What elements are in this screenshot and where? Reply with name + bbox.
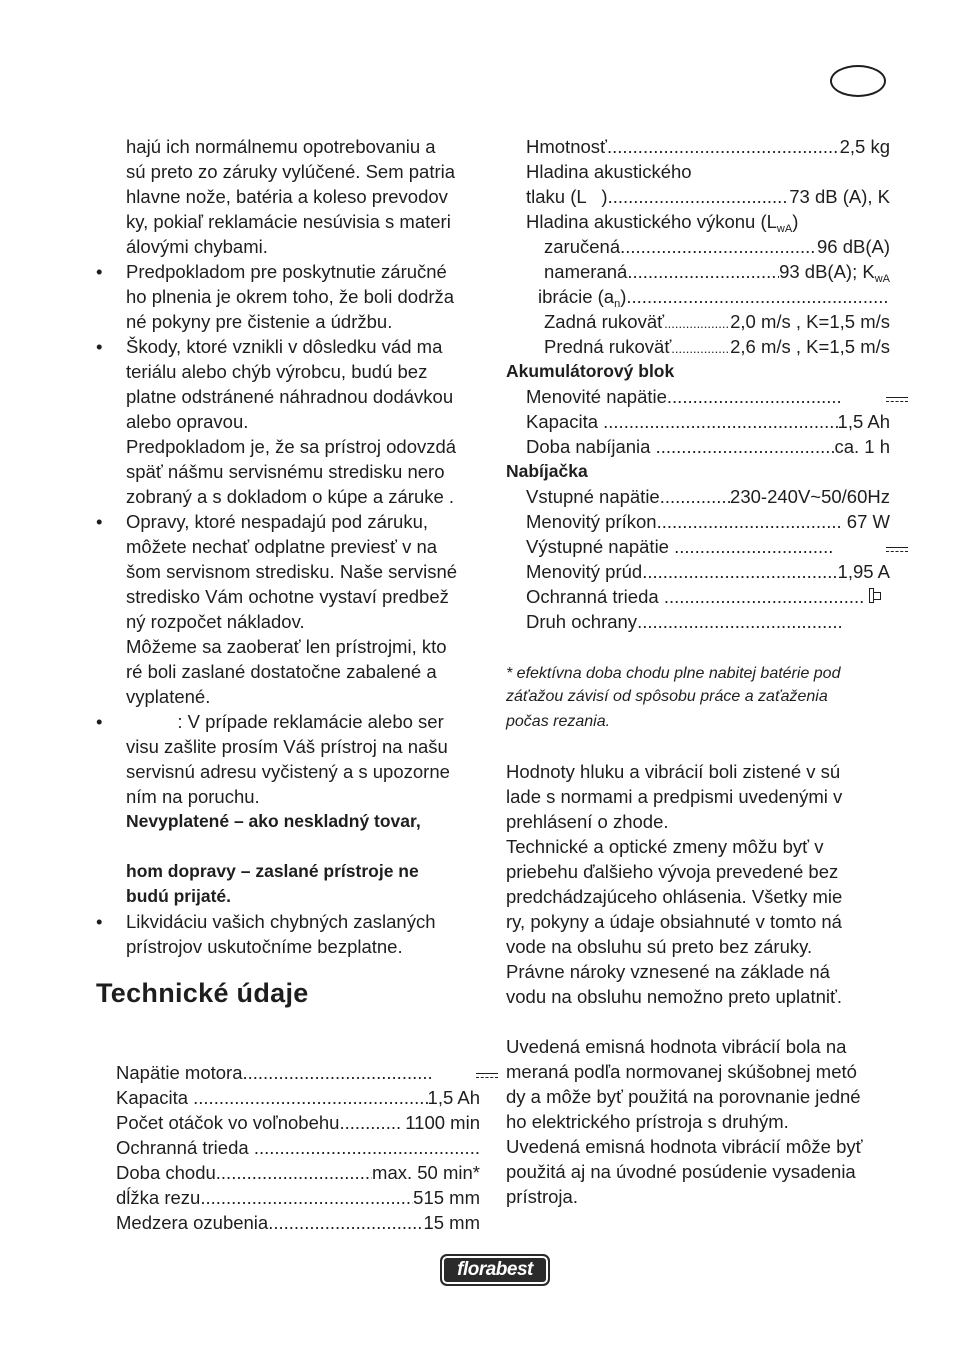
text-line: • Predpokladom pre poskytnutie záručné (96, 259, 480, 284)
spec-row (506, 559, 890, 584)
spec-value: 2,0 m/s , K=1,5 m/s (730, 311, 890, 332)
charger-heading: Nabíjačka (506, 461, 588, 481)
text-line: zobraný a s dokladom o kúpe a záruke . (126, 486, 455, 507)
text-line: späť nášmu servisnému stredisku nero (126, 461, 445, 482)
spec-row (506, 484, 890, 509)
spec-value: ca. 1 h (834, 436, 890, 457)
left-column (96, 134, 480, 959)
spec-value: max. 50 min* (372, 1162, 480, 1183)
text-line: • Opravy, ktoré nespadajú pod záruku, (96, 509, 480, 534)
text-line: hom dopravy – zaslané prístroje ne (126, 861, 419, 881)
text-line: Uvedená emisná hodnota vibrácií bola na (506, 1036, 847, 1057)
spec-sound-pressure (506, 184, 890, 209)
text-line: priebehu ďalšieho vývoja prevedené bez (506, 861, 839, 882)
text-line: Právne nároky vznesené na základe ná (506, 961, 830, 982)
spec-label: Predná rukoväť (544, 336, 672, 357)
language-badge (830, 65, 886, 97)
spec-label: Výstupné napätie (526, 536, 675, 557)
dc-symbol-icon (886, 547, 890, 553)
spec-row (506, 409, 890, 434)
spec-value: 2,6 m/s , K=1,5 m/s (730, 336, 890, 357)
spec-label: Doba nabíjania (526, 436, 656, 457)
text-line: ry, pokyny a údaje obsiahnuté v tomto ná (506, 911, 842, 932)
spec-sound-pressure-label: Hladina akustického (526, 161, 692, 182)
protection-class-ii-icon (869, 588, 874, 603)
text-line: prehlásení o zhode. (506, 811, 669, 832)
spec-label: Vstupné napätie (526, 486, 660, 507)
spec-value: 96 dB(A) (816, 236, 890, 257)
spec-row (116, 1060, 480, 1085)
spec-label: Druh ochrany (526, 611, 638, 632)
text-line: predchádzajúceho ohlásenia. Všetky mie (506, 886, 843, 907)
spec-label: tlaku (L ) (526, 186, 608, 207)
text-line: • Škody, ktoré vznikli v dôsledku vád ma (96, 334, 480, 359)
spec-value: 515 mm (413, 1187, 480, 1208)
section-title: Technické údaje (96, 978, 309, 1008)
text-line: ré boli zaslané dostatočne zabalené a (126, 661, 437, 682)
spec-row (116, 1085, 480, 1110)
spec-label: nameraná (544, 261, 628, 282)
spec-value: 15 mm (423, 1212, 480, 1233)
battery-specs (506, 384, 890, 459)
text-line: Uvedená emisná hodnota vibrácií môže byť (506, 1136, 863, 1157)
spec-weight (506, 134, 890, 159)
text-line: • : V prípade reklamácie alebo ser (96, 709, 480, 734)
text-line: ním na poruchu. (126, 786, 260, 807)
text-line: použitá aj na úvodné posúdenie vysadenia (506, 1161, 856, 1182)
spec-sound-power-label: Hladina akustického výkonu $(L_{wA})$ (526, 211, 799, 235)
text-line: Hodnoty hluku a vibrácií boli zistené v sú (506, 761, 841, 782)
spec-label: Napätie motora (116, 1062, 243, 1083)
footnote-line: záťažou závisí od spôsobu práce a zaťaženia (506, 688, 828, 705)
spec-guaranteed (506, 234, 890, 259)
text-line: • Likvidáciu vašich chybných zaslaných (96, 909, 480, 934)
tech-specs-list (116, 1060, 480, 1235)
spec-row (116, 1160, 480, 1185)
text-line: môžete nechať odplatne previesť v na (126, 536, 438, 557)
spec-row (506, 509, 890, 534)
spec-label: Medzera ozubenia (116, 1212, 269, 1233)
text-line: Môžeme sa zaoberať len prístrojmi, kto (126, 636, 447, 657)
text-line: šom servisnom stredisku. Naše servisné (126, 561, 458, 582)
right-column (506, 134, 890, 1209)
spec-row (506, 534, 890, 559)
spec-row (506, 384, 890, 409)
spec-vibration (506, 284, 890, 309)
spec-row (506, 434, 890, 459)
text-line: hlavne nože, batéria a koleso prevodov (126, 186, 448, 207)
text-line: ho plnenia je okrem toho, že boli dodrža (126, 286, 455, 307)
paragraph-vibration (506, 1034, 890, 1209)
spec-row (116, 1135, 480, 1160)
spec-value: 93 dB(A); $K_{wA}$ (779, 261, 890, 285)
spec-label: Ochranná trieda (526, 586, 664, 607)
battery-heading: Akumulátorový blok (506, 361, 675, 381)
text-line: platne odstránené náhradnou dodávkou (126, 386, 454, 407)
text-line: sú preto zo záruky vylúčené. Sem patria (126, 161, 456, 182)
text-line: dy a môže byť použitá na porovnanie jedné (506, 1086, 861, 1107)
dc-symbol-icon (476, 1073, 480, 1079)
text-line: álovými chybami. (126, 236, 268, 257)
spec-label: Menovité napätie (526, 386, 667, 407)
spec-label: Počet otáčok vo voľnobehu (116, 1112, 340, 1133)
spec-label: Ochranná trieda (116, 1137, 254, 1158)
text-line: prístroja. (506, 1186, 578, 1207)
text-line: Predpokladom je, že sa prístroj odovzdá (126, 436, 457, 457)
text-line: Nevyplatené – ako neskladný tovar, (126, 811, 421, 831)
spec-measured (506, 259, 890, 284)
spec-front-handle (506, 334, 890, 359)
spec-label: Kapacita (526, 411, 604, 432)
spec-value: 1,5 Ah (427, 1087, 480, 1108)
spec-value: 230-240V~50/60Hz (730, 486, 890, 507)
spec-label: Hmotnosť (526, 136, 607, 157)
text-line: hajú ich normálnemu opotrebovaniu a (126, 136, 436, 157)
charger-specs (506, 484, 890, 634)
spec-label: Doba chodu (116, 1162, 216, 1183)
spec-label: Menovitý prúd (526, 561, 643, 582)
florabest-logo (440, 1250, 550, 1286)
text-line: Technické a optické zmeny môžu byť v (506, 836, 824, 857)
text-line: vode na obsluhu sú preto bez záruky. (506, 936, 813, 957)
dc-symbol-icon (886, 397, 890, 403)
spec-row (116, 1210, 480, 1235)
text-line: vyplatené. (126, 686, 211, 707)
spec-label: zaručená (544, 236, 621, 257)
spec-row (506, 584, 890, 609)
brand-name: florabest (440, 1254, 550, 1286)
paragraph-noise (506, 759, 890, 1009)
text-line: ho elektrického prístroja s druhým. (506, 1111, 789, 1132)
spec-value: 1100 min (400, 1112, 480, 1133)
text-line: budú prijaté. (126, 886, 231, 906)
spec-value: 73 dB (A), K (789, 186, 890, 207)
spec-label: Zadná rukoväť (544, 311, 665, 332)
text-line: servisnú adresu vyčistený a s upozorne (126, 761, 450, 782)
text-line: prístrojov uskutočníme bezplatne. (126, 936, 403, 957)
text-line: lade s normami a predpismi uvedenými v (506, 786, 843, 807)
footnote-line: počas rezania. (506, 713, 611, 730)
text-line: ky, pokiaľ reklamácie nesúvisia s materi (126, 211, 451, 232)
text-line: visu zašlite prosím Váš prístroj na našu (126, 736, 448, 757)
text-line: meraná podľa normovanej skúšobnej metó (506, 1061, 857, 1082)
text-line: alebo opravou. (126, 411, 249, 432)
text-line: stredisko Vám ochotne vystaví predbež (126, 586, 449, 607)
spec-value: 67 W (841, 511, 890, 532)
spec-row (506, 609, 890, 634)
spec-value: 2,5 kg (839, 136, 890, 157)
spec-label: ibrácie $(a_n)$ (538, 286, 627, 310)
text-line (96, 834, 480, 859)
spec-label: dĺžka rezu (116, 1187, 201, 1208)
spec-label: Menovitý príkon (526, 511, 657, 532)
spec-value: 1,5 Ah (837, 411, 890, 432)
spec-row (116, 1110, 480, 1135)
spec-label: Kapacita (116, 1087, 194, 1108)
spec-row (116, 1185, 480, 1210)
spec-value: 1,95 A (837, 561, 890, 582)
text-line: né pokyny pre čistenie a údržbu. (126, 311, 393, 332)
text-line: vodu na obsluhu nemožno preto uplatniť. (506, 986, 843, 1007)
spec-rear-handle (506, 309, 890, 334)
footnote-line: * efektívna doba chodu plne nabitej batérie pod (506, 665, 841, 682)
text-line: ný rozpočet nákladov. (126, 611, 305, 632)
text-line: teriálu alebo chýb výrobcu, budú bez (126, 361, 428, 382)
